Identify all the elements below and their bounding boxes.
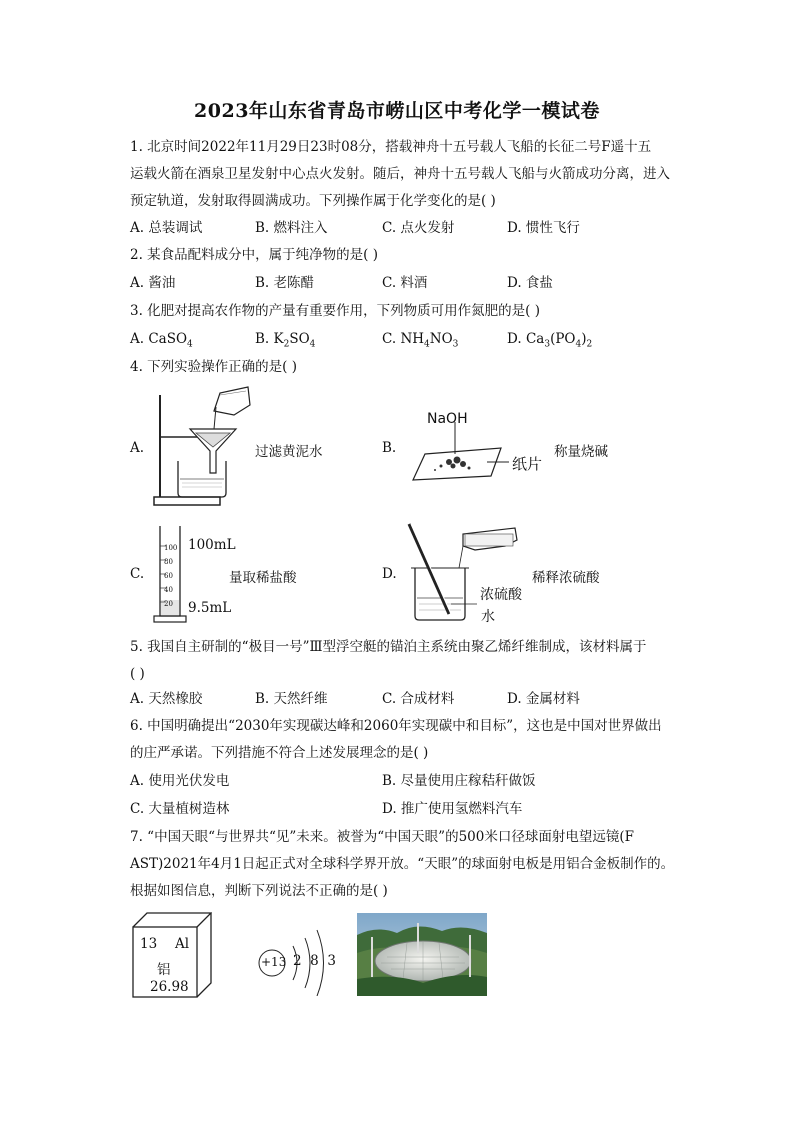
paper-label: 纸片 <box>512 455 543 473</box>
element-symbol: Al <box>175 936 190 952</box>
atom-shells: 2 8 3 <box>293 953 336 969</box>
q3-option-a-formula: CaSO <box>148 331 188 347</box>
q6-option-a[interactable]: A. 使用光伏发电 <box>130 773 230 789</box>
q4-a-caption: 过滤黄泥水 <box>255 444 323 460</box>
q5-line-2: ( ) <box>130 666 145 682</box>
tick-60: 60 <box>164 572 173 580</box>
q7-line-2: AST)2021年4月1日起正式对全球科学界开放。“天眼”的球面射电板是用铝合金板制作的。 <box>130 856 675 872</box>
page-title: 2023年山东省青岛市崂山区中考化学一模试卷 <box>194 100 600 122</box>
fast-telescope-photo <box>357 913 487 996</box>
cylinder-scale <box>164 541 177 611</box>
q2-option-b[interactable]: B. 老陈醋 <box>255 275 315 291</box>
q5-line-1: 5. 我国自主研制的“极目一号”Ⅲ型浮空艇的锚泊主系统由聚乙烯纤维制成，该材料属于 <box>130 639 647 655</box>
q4-a-letter[interactable]: A. <box>130 440 145 456</box>
q3-option-b-sub1: 2 <box>283 339 290 350</box>
concentrated-acid-label: 浓硫酸 <box>480 587 522 603</box>
q3-option-c-formula2: NO <box>429 331 453 347</box>
q3-option-d[interactable] <box>507 329 592 355</box>
cylinder-bottom-label: 9.5mL <box>188 600 232 616</box>
q3-option-d-letter: D. <box>507 331 526 347</box>
q1-line-2: 运载火箭在酒泉卫星发射中心点火发射。随后，神舟十五号载人飞船与火箭成功分离，进入 <box>130 166 670 182</box>
q3-option-d-formula2: (PO <box>550 331 576 347</box>
tick-40: 40 <box>164 586 173 594</box>
q3-option-a[interactable] <box>130 329 193 355</box>
q6-option-d[interactable]: D. 推广使用氢燃料汽车 <box>382 801 523 817</box>
q3-option-d-sub1: 3 <box>544 339 551 350</box>
q3-text: 3. 化肥对提高农作物的产量有重要作用，下列物质可用作氮肥的是( ) <box>130 303 540 319</box>
q3-option-c-letter: C. <box>382 331 401 347</box>
q6-line-1: 6. 中国明确提出“2030年实现碳达峰和2060年实现碳中和目标”，这也是中国对世界做出 <box>130 718 662 734</box>
element-mass: 26.98 <box>150 979 189 995</box>
q4-b-caption: 称量烧碱 <box>554 444 608 460</box>
q3-option-a-sub: 4 <box>187 339 193 350</box>
q1-line-3: 预定轨道，发射取得圆满成功。下列操作属于化学变化的是( ) <box>130 193 496 209</box>
atom-nucleus: +13 <box>261 955 287 969</box>
q3-option-b-letter: B. <box>255 331 274 347</box>
q3-option-c-sub1: 4 <box>424 339 430 350</box>
q4-d-letter[interactable]: D. <box>382 566 397 582</box>
q6-option-b[interactable]: B. 尽量使用庄稼秸秆做饭 <box>382 773 536 789</box>
naoh-label: NaOH <box>427 411 468 427</box>
q3-option-c[interactable] <box>382 329 458 355</box>
q3-option-b-formula2: SO <box>289 331 310 347</box>
q6-line-2: 的庄严承诺。下列措施不符合上述发展理念的是( ) <box>130 745 429 761</box>
q3-option-d-formula3: ) <box>581 331 587 347</box>
q3-option-b-sub2: 4 <box>309 339 316 350</box>
water-label: 水 <box>481 609 495 625</box>
q5-option-c[interactable]: C. 合成材料 <box>382 691 455 707</box>
tick-100: 100 <box>164 544 178 552</box>
q4-b-letter[interactable]: B. <box>382 440 397 456</box>
element-number: 13 <box>140 936 158 952</box>
q1-line-1: 1. 北京时间2022年11月29日23时08分，搭载神舟十五号载人飞船的长征二号F遥十五 <box>130 139 652 155</box>
q1-option-b[interactable]: B. 燃料注入 <box>255 220 328 236</box>
q3-option-d-sub2: 4 <box>575 339 582 350</box>
tick-20: 20 <box>164 600 173 608</box>
element-name: 铝 <box>157 962 171 978</box>
q1-option-d[interactable]: D. 惯性飞行 <box>507 220 580 236</box>
q3-option-d-formula: Ca <box>525 331 545 347</box>
q3-option-c-formula: NH <box>400 331 425 347</box>
q2-option-c[interactable]: C. 料酒 <box>382 275 428 291</box>
q1-option-c[interactable]: C. 点火发射 <box>382 220 455 236</box>
filtration-apparatus-figure <box>150 385 260 507</box>
q5-option-a[interactable]: A. 天然橡胶 <box>130 691 203 707</box>
q6-option-c[interactable]: C. 大量植树造林 <box>130 801 230 817</box>
q5-option-b[interactable]: B. 天然纤维 <box>255 691 328 707</box>
q3-option-b[interactable] <box>255 329 315 355</box>
q4-d-caption: 稀释浓硫酸 <box>532 570 600 586</box>
dilute-acid-figure <box>405 520 535 625</box>
q4-c-letter[interactable]: C. <box>130 566 145 582</box>
q2-option-d[interactable]: D. 食盐 <box>507 275 553 291</box>
q7-line-3: 根据如图信息，判断下列说法不正确的是( ) <box>130 883 388 899</box>
q7-line-1: 7. “中国天眼“与世界共“见”未来。被誉为“中国天眼”的500米口径球面射电望远镜(F <box>130 829 634 845</box>
q3-option-d-sub3: 2 <box>586 339 593 350</box>
q5-option-d[interactable]: D. 金属材料 <box>507 691 580 707</box>
q3-option-a-letter: A. <box>130 331 149 347</box>
q2-option-a[interactable]: A. 酱油 <box>130 275 176 291</box>
q4-text: 4. 下列实验操作正确的是( ) <box>130 359 297 375</box>
tick-80: 80 <box>164 558 173 566</box>
q4-c-caption: 量取稀盐酸 <box>229 570 297 586</box>
q1-option-a[interactable]: A. 总装调试 <box>130 220 203 236</box>
q3-option-c-sub2: 3 <box>452 339 459 350</box>
cylinder-top-label: 100mL <box>188 537 236 553</box>
q2-text: 2. 某食品配料成分中，属于纯净物的是( ) <box>130 247 378 263</box>
q3-option-b-formula: K <box>273 331 284 347</box>
